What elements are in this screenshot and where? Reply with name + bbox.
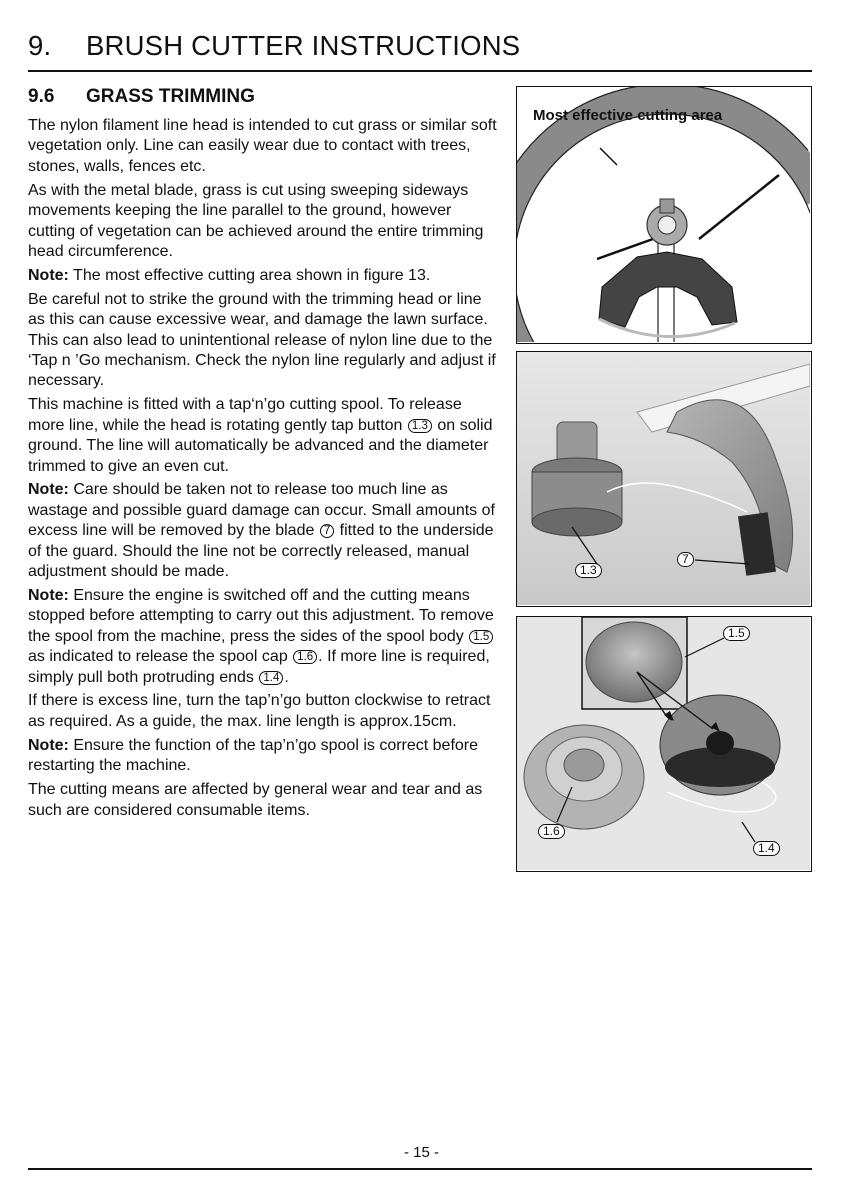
- part-reference: 1.3: [408, 419, 432, 433]
- callout-1-6: 1.6: [538, 824, 565, 839]
- paragraph-text: This machine is fitted with a tap‘n’go cutting spool. To release more line, while the head is rotating gently tap button: [28, 396, 462, 434]
- paragraph: [28, 290, 498, 392]
- callout-7: 7: [677, 552, 694, 567]
- callout-1-4: 1.4: [753, 841, 780, 856]
- callout-1-3: 1.3: [575, 563, 602, 578]
- chapter-heading: [28, 30, 520, 62]
- part-reference: 1.6: [293, 650, 317, 664]
- paragraph-text: fitted to the underside of the guard. Should the line not be correctly released, manual adjustment should be made.: [28, 522, 494, 581]
- chapter-title: BRUSH CUTTER INSTRUCTIONS: [86, 30, 521, 61]
- paragraph: [28, 181, 498, 263]
- header-rule: [28, 70, 812, 72]
- chapter-number: 9.: [28, 30, 52, 61]
- paragraph: [28, 266, 498, 286]
- paragraph-text: on solid ground. The line will automatically be advanced and the diameter trimmed to give an even cut.: [28, 416, 493, 475]
- figure-spool-parts: [516, 616, 812, 872]
- note-label: Note:: [28, 266, 69, 284]
- callout-1-5: 1.5: [723, 626, 750, 641]
- paragraph-text: The cutting means are affected by general wear and tear and as such are considered consumable items.: [28, 781, 483, 819]
- section-number: 9.6: [28, 86, 55, 107]
- paragraph: [28, 395, 498, 477]
- paragraph: [28, 691, 498, 732]
- paragraph: [28, 480, 498, 582]
- figure-cutting-area: [516, 86, 812, 344]
- figure-trimmer-head: [516, 351, 812, 607]
- paragraph-text: The nylon filament line head is intended to cut grass or similar soft vegetation only. Line can easily wear due to contact with trees, stones, walls, fences etc.: [28, 117, 497, 175]
- footer-rule: [28, 1168, 812, 1170]
- paragraph-text: .: [284, 668, 289, 686]
- part-reference: 1.4: [259, 671, 283, 685]
- note-label: Note:: [28, 481, 69, 499]
- paragraph-text: As with the metal blade, grass is cut using sweeping sideways movements keeping the line parallel to the ground, however cutting of vegetation can be achieved around the entire trimming head circumference.: [28, 181, 484, 260]
- body-text: [28, 116, 498, 824]
- part-reference: 1.5: [469, 630, 493, 644]
- part-reference: 7: [320, 524, 334, 538]
- paragraph-text: Ensure the engine is switched off and the cutting means stopped before attempting to carry out this adjustment. To remove the spool from the machine, press the sides of the spool body: [28, 586, 494, 645]
- paragraph-text: Ensure the function of the tap’n’go spool is correct before restarting the machine.: [28, 736, 479, 775]
- section-heading: [28, 86, 255, 108]
- paragraph-text: The most effective cutting area shown in figure 13.: [68, 266, 431, 284]
- paragraph: [28, 780, 498, 821]
- paragraph-text: Care should be taken not to release too much line as wastage and possible guard damage can occur. Small amounts of excess line will be removed by the blade: [28, 481, 495, 540]
- paragraph-text: . If more line is required, simply pull both protruding ends: [28, 648, 490, 686]
- paragraph-text: If there is excess line, turn the tap’n’go button clockwise to retract as required. As a guide, the max. line length is approx.15cm.: [28, 692, 491, 730]
- trimmer-head-photo: [517, 352, 810, 605]
- cutting-area-label: Most effective cutting area: [533, 107, 723, 124]
- section-title: GRASS TRIMMING: [86, 86, 255, 107]
- paragraph-text: as indicated to release the spool cap: [28, 648, 293, 666]
- paragraph: [28, 586, 498, 688]
- page-number: - 15 -: [403, 1144, 439, 1161]
- note-label: Note:: [28, 586, 69, 604]
- paragraph: [28, 116, 498, 177]
- paragraph-text: Be careful not to strike the ground with the trimming head or line as this can cause excessive wear, and damage the lawn surface. This can also lead to unintentional release of nylon line due to the ‘Tap n ’Go mechanism. Check the nylon line regularly and adjust if necessary.: [28, 290, 496, 390]
- cutting-area-diagram: [517, 87, 810, 342]
- note-label: Note:: [28, 736, 69, 754]
- paragraph: [28, 736, 498, 777]
